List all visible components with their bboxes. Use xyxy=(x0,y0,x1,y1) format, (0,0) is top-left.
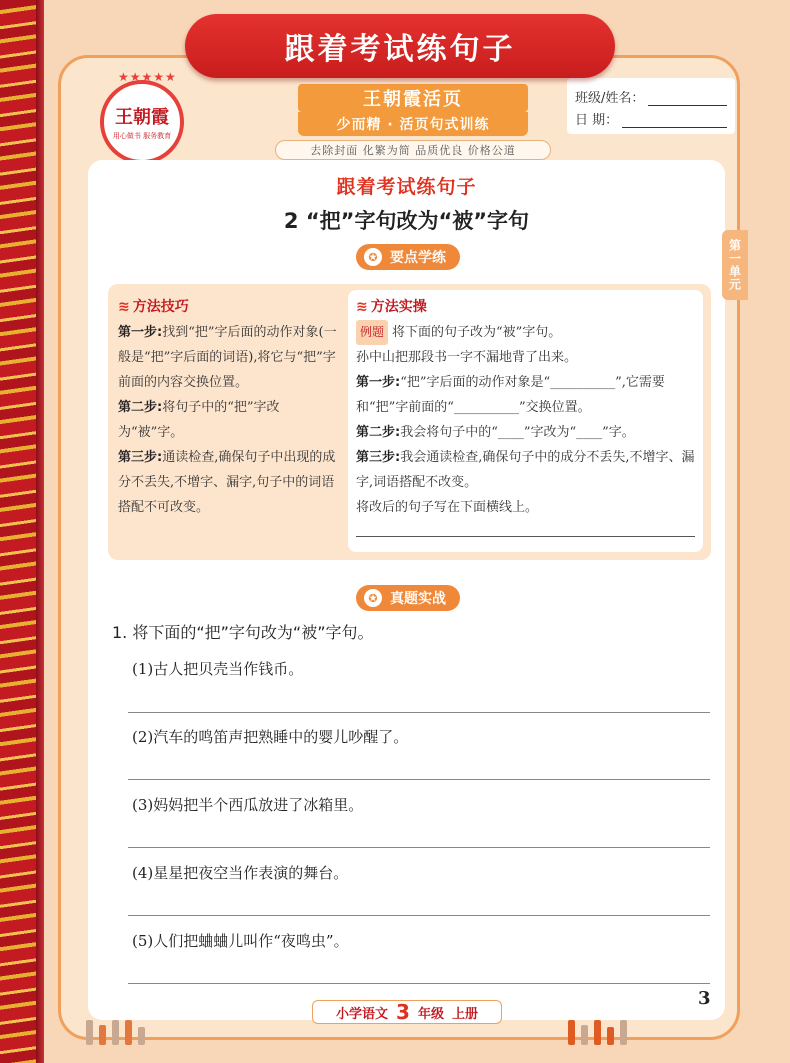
logo-stars-icon: ★★★★★ xyxy=(118,70,177,84)
answer-line[interactable] xyxy=(128,847,710,848)
method-tips-heading: ≋ 方法技巧 xyxy=(118,299,189,315)
top-banner: 跟着考试练句子 xyxy=(185,14,615,78)
logo-text: 王朝霞 xyxy=(115,107,169,128)
lesson-title: 2 “把”字句改为“被”字句 xyxy=(283,209,530,233)
question-item: (2)汽车的鸣笛声把熟睡中的婴儿吵醒了。 xyxy=(132,728,409,746)
logo-subtext: 用心做书 服务教育 xyxy=(112,132,172,140)
answer-line[interactable] xyxy=(128,779,710,780)
answer-line[interactable] xyxy=(128,915,710,916)
question-heading: 1. 将下面的“把”字句改为“被”字句。 xyxy=(112,623,374,642)
question-item: (5)人们把蛐蛐儿叫作“夜鸣虫”。 xyxy=(132,932,349,950)
tip-step-2: 第二步:将句子中的“把”字改为“被”字。 xyxy=(118,400,280,440)
footer-volume: 上册 xyxy=(451,1006,478,1022)
decorative-bars-right xyxy=(568,1020,627,1045)
answer-line[interactable] xyxy=(128,983,710,984)
date-field[interactable] xyxy=(622,114,727,128)
section-title: 跟着考试练句子 xyxy=(336,176,477,198)
tip-step-1: 第一步:找到“把”字后面的动作对象(一般是“把”字后面的词语),将它与“把”字前面的内容交换位置。 xyxy=(118,325,337,390)
example-sentence: 孙中山把那段书一字不漏地背了出来。 xyxy=(356,350,578,365)
wave-icon: ≋ xyxy=(356,299,368,315)
student-info-box xyxy=(567,78,735,134)
question-item: (4)星星把夜空当作表演的舞台。 xyxy=(132,864,349,882)
example-prompt: 例题 将下面的句子改为“被”字句。 xyxy=(356,320,695,345)
tip-step-3: 第三步:通读检查,确保句子中出现的成分不丢失,不增字、漏字,句子中的词语搭配不可改变。 xyxy=(118,450,336,515)
question-item: (1)古人把贝壳当作钱币。 xyxy=(132,660,304,678)
practice-step-1: 第一步:“把”字后面的动作对象是“__________”,它需要和“把”字前面的“__________”交换位置。 xyxy=(356,375,665,415)
brand-title: 王朝霞活页 xyxy=(298,84,528,112)
answer-line[interactable] xyxy=(128,712,710,713)
class-name-field[interactable] xyxy=(648,92,727,106)
real-exam-label: 真题实战 xyxy=(390,591,446,607)
page-number: 3 xyxy=(698,988,711,1009)
unit-side-tab[interactable]: 第一单元 xyxy=(722,230,748,300)
practice-step-2: 第二步:我会将句子中的“____”字改为“____”字。 xyxy=(356,425,635,440)
method-tips-column xyxy=(118,296,342,520)
key-points-label: 要点学练 xyxy=(390,250,446,266)
real-exam-pill xyxy=(356,585,460,611)
date-label: 日 期： xyxy=(575,113,619,128)
footer-grade-label xyxy=(312,1000,502,1024)
method-practice-column xyxy=(348,290,703,552)
class-name-label: 班级/姓名： xyxy=(575,91,645,106)
publisher-logo xyxy=(100,70,184,164)
slogan: 去除封面 化繁为简 品质优良 价格公道 xyxy=(275,140,551,160)
wave-icon: ≋ xyxy=(118,299,130,315)
footer-subject: 小学语文 xyxy=(336,1006,389,1022)
example-tag: 例题 xyxy=(356,320,388,345)
footer-grade-word: 年级 xyxy=(417,1006,444,1022)
medal-icon: ✪ xyxy=(364,589,382,607)
practice-step-3: 第三步:我会通读检查,确保句子中的成分不丢失,不增字、漏字,词语搭配不改变。 xyxy=(356,450,695,490)
medal-icon: ✪ xyxy=(364,248,382,266)
practice-answer-line[interactable] xyxy=(356,536,695,537)
key-points-pill xyxy=(356,244,460,270)
decorative-bars-left xyxy=(86,1020,145,1045)
practice-closing: 将改后的句子写在下面横线上。 xyxy=(356,500,539,515)
footer-grade-number: 3 xyxy=(396,1000,410,1024)
brand-subtitle: 少而精 · 活页句式训练 xyxy=(298,112,528,136)
ribbon-edge xyxy=(36,0,44,1063)
question-item: (3)妈妈把半个西瓜放进了冰箱里。 xyxy=(132,796,364,814)
method-practice-heading: ≋ 方法实操 xyxy=(356,299,427,315)
